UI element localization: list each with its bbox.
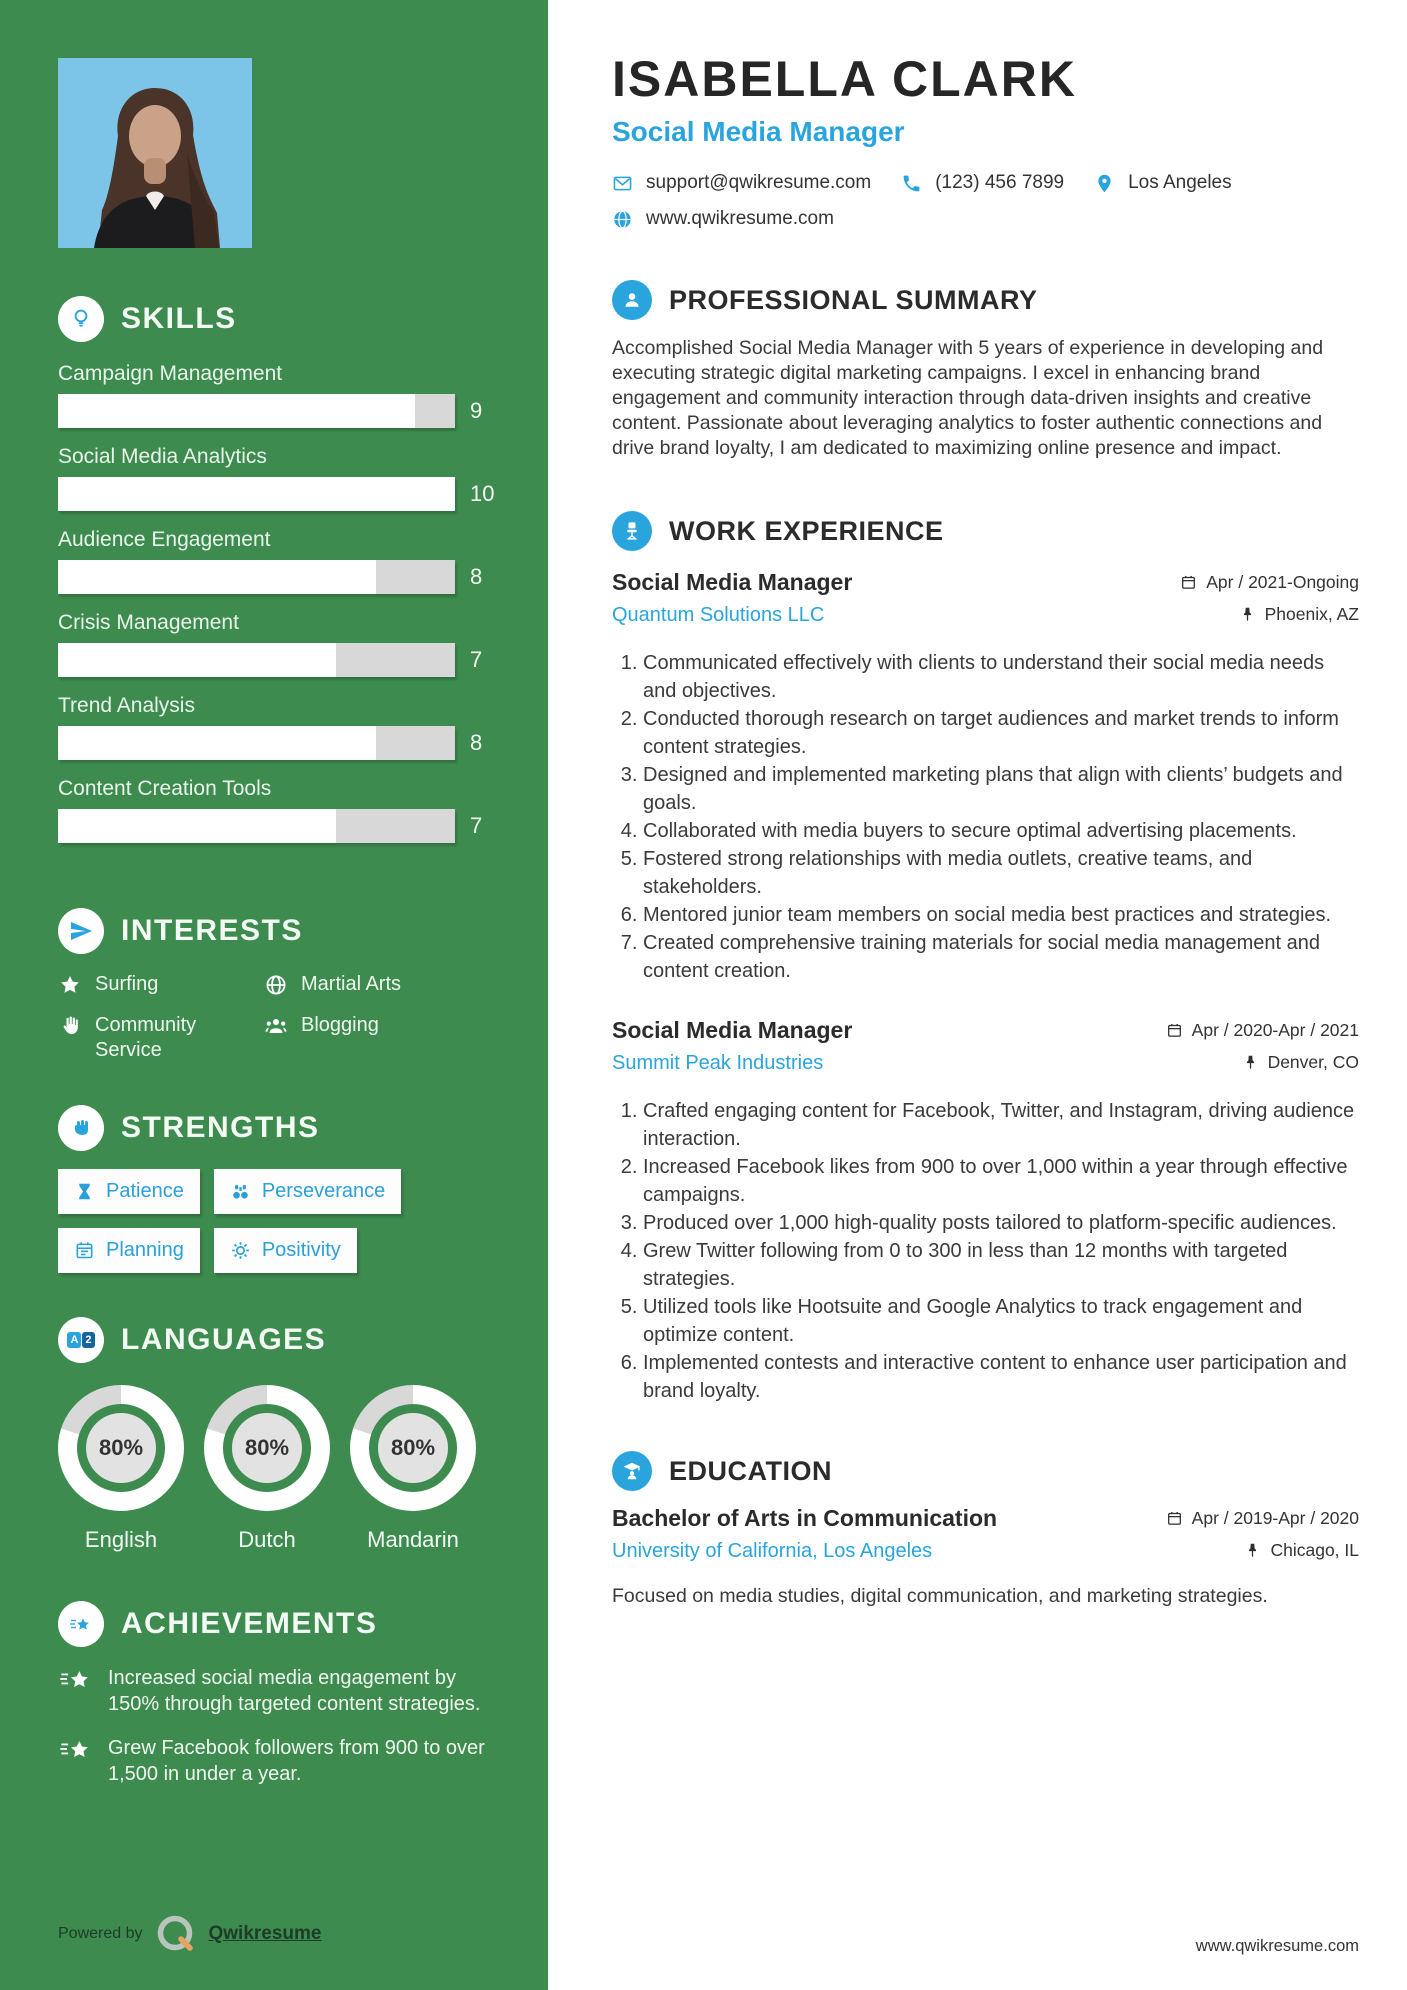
skills-header (58, 296, 502, 342)
paper-plane-icon (58, 908, 104, 954)
skill-bar-fill (58, 394, 415, 428)
achievements-header (58, 1601, 502, 1647)
bullet-item: 1. Communicated effectively with clients to understand their social media needs and objectives. (643, 649, 1359, 705)
skill-value: 9 (470, 398, 483, 423)
education-location: Chicago, IL (1166, 1540, 1359, 1561)
contact-row (612, 172, 1359, 194)
website-row (612, 208, 1359, 230)
language-label: Mandarin (367, 1527, 459, 1552)
qwikresume-logo-icon (154, 1912, 198, 1956)
language-donut (204, 1385, 330, 1511)
skill-item: Crisis Management 7 (58, 611, 502, 677)
section-title: SKILLS (121, 302, 237, 335)
section-title: ACHIEVEMENTS (121, 1607, 378, 1640)
powered-by: Powered by Qwikresume (58, 1912, 502, 1956)
job-bullet-list (612, 1097, 1359, 1405)
education-header (612, 1451, 1359, 1491)
footer-website: www.qwikresume.com (1195, 1937, 1359, 1955)
globe-icon (264, 973, 288, 997)
skills-list (58, 362, 502, 843)
section-title: INTERESTS (121, 914, 303, 947)
strengths-header (58, 1105, 502, 1151)
star-icon (58, 973, 82, 997)
bullet-item: 4. Grew Twitter following from 0 to 300 in less than 12 months with targeted strategies. (643, 1237, 1359, 1293)
school-link[interactable]: University of California, Los Angeles (612, 1540, 933, 1562)
interest-item: Community Service (58, 1013, 254, 1063)
section-title: WORK EXPERIENCE (669, 515, 944, 546)
bullet-item: 6. Implemented contests and interactive content to enhance user participation and brand loyalty. (643, 1349, 1359, 1405)
pushpin-icon (1242, 1054, 1259, 1071)
calendar-icon (74, 1240, 95, 1261)
lightbulb-icon (58, 296, 104, 342)
language-donut (350, 1385, 476, 1511)
strengths-section (58, 1105, 502, 1273)
sun-icon (230, 1240, 251, 1261)
summary-header (612, 280, 1359, 320)
main-content (548, 0, 1407, 1990)
interest-item: Martial Arts (264, 972, 502, 997)
skill-value: 8 (470, 730, 483, 755)
skill-bar-fill (58, 809, 336, 843)
education-description: Focused on media studies, digital communication, and marketing strategies. (612, 1585, 1268, 1607)
languages-section (58, 1317, 502, 1553)
sidebar (0, 0, 548, 1990)
phone-number: (123) 456 7899 (901, 172, 1064, 194)
calendar-icon (1166, 1510, 1183, 1527)
bullet-item: 5. Fostered strong relationships with media outlets, creative teams, and stakeholders. (643, 845, 1359, 901)
bullet-item: 7. Created comprehensive training materials for social media management and content creation. (643, 929, 1359, 985)
language-icon: A 2 (58, 1317, 104, 1363)
achievements-list (58, 1665, 502, 1787)
skill-bar (58, 394, 455, 428)
company-link[interactable]: Summit Peak Industries (612, 1052, 824, 1074)
bullet-item: 3. Produced over 1,000 high-quality posts tailored to platform-specific audiences. (643, 1209, 1359, 1237)
skill-item: Social Media Analytics 10 (58, 445, 502, 511)
skill-bar (58, 643, 455, 677)
language-percent: 80% (86, 1413, 156, 1483)
section-title: EDUCATION (669, 1455, 832, 1486)
interests-list (58, 972, 502, 1063)
skill-item: Campaign Management 9 (58, 362, 502, 428)
job-location: Denver, CO (1166, 1052, 1359, 1073)
job-bullet-list (612, 649, 1359, 985)
summary-text: Accomplished Social Media Manager with 5 years of experience in developing and executing strategic digital marketing campaigns. I excel in enhancing brand engagement and community interaction through data-driven insights and creative content. Passionate about leveraging analytics to foster authentic connections and drive brand loyalty, I am dedicated to maximizing online presence and impact. (612, 337, 1324, 459)
strengths-list (58, 1169, 502, 1273)
skill-value: 7 (470, 647, 483, 672)
achievements-section (58, 1601, 502, 1787)
fist-icon (58, 1105, 104, 1151)
skill-bar-fill (58, 560, 376, 594)
bullet-item: 5. Utilized tools like Hootsuite and Google Analytics to track engagement and optimize content. (643, 1293, 1359, 1349)
strength-chip: Planning (58, 1228, 200, 1273)
job-title: Social Media Manager (612, 1017, 853, 1043)
achievement-item: Increased social media engagement by 150% through targeted content strategies. (58, 1665, 502, 1717)
bullet-item: 1. Crafted engaging content for Facebook, Twitter, and Instagram, driving audience interaction. (643, 1097, 1359, 1153)
bullet-item: 2. Increased Facebook likes from 900 to over 1,000 within a year through effective campaigns. (643, 1153, 1359, 1209)
interest-item: Blogging (264, 1013, 502, 1063)
skill-value: 8 (470, 564, 483, 589)
person-title: Social Media Manager (612, 116, 905, 147)
globe-icon (612, 209, 633, 230)
bullet-item: 4. Collaborated with media buyers to secure optimal advertising placements. (643, 817, 1359, 845)
shooting-star-icon (58, 1736, 94, 1763)
skill-item: Content Creation Tools 7 (58, 777, 502, 843)
skill-value: 10 (470, 481, 495, 506)
languages-list (58, 1385, 502, 1553)
shooting-star-icon (58, 1601, 104, 1647)
skill-bar-fill (58, 726, 376, 760)
pin-icon (1094, 173, 1115, 194)
users-icon (264, 1014, 288, 1038)
person-name: ISABELLA CLARK (612, 51, 1078, 107)
hand-icon (58, 1014, 82, 1038)
languages-header (58, 1317, 502, 1363)
envelope-icon (612, 173, 633, 194)
shooting-star-icon (58, 1666, 94, 1693)
skill-bar (58, 477, 455, 511)
graduate-icon (612, 1451, 652, 1491)
education-dates: Apr / 2019-Apr / 2020 (1166, 1508, 1359, 1529)
skill-bar-fill (58, 643, 336, 677)
pushpin-icon (1239, 606, 1256, 623)
pushpin-icon (1244, 1542, 1261, 1559)
person-icon (612, 280, 652, 320)
strength-chip: Positivity (214, 1228, 357, 1273)
skill-item: Trend Analysis 8 (58, 694, 502, 760)
language-item (58, 1385, 184, 1553)
skill-bar (58, 809, 455, 843)
profile-photo (58, 58, 252, 248)
strength-chip: Perseverance (214, 1169, 401, 1214)
language-percent: 80% (232, 1413, 302, 1483)
skill-value: 7 (470, 813, 483, 838)
education-entry (612, 1505, 1359, 1572)
job-title: Social Media Manager (612, 569, 853, 595)
job-dates: Apr / 2021-Ongoing (1180, 572, 1359, 593)
bullet-item: 2. Conducted thorough research on target audiences and market trends to inform content strategies. (643, 705, 1359, 761)
location-text: Los Angeles (1094, 172, 1232, 194)
job-header (612, 569, 1359, 636)
skill-item: Audience Engagement 8 (58, 528, 502, 594)
interests-header (58, 908, 502, 954)
skill-bar (58, 560, 455, 594)
job-dates: Apr / 2020-Apr / 2021 (1166, 1020, 1359, 1041)
section-title: LANGUAGES (121, 1323, 327, 1356)
company-link[interactable]: Quantum Solutions LLC (612, 604, 825, 626)
language-percent: 80% (378, 1413, 448, 1483)
language-label: Dutch (238, 1527, 296, 1552)
achievement-item: Grew Facebook followers from 900 to over 1,500 in under a year. (58, 1735, 502, 1787)
bullet-item: 6. Mentored junior team members on social media best practices and strategies. (643, 901, 1359, 929)
calendar-icon (1166, 1022, 1183, 1039)
email-link[interactable]: support@qwikresume.com (612, 172, 871, 194)
skill-bar (58, 726, 455, 760)
binoculars-icon (230, 1181, 251, 1202)
degree-title: Bachelor of Arts in Communication (612, 1505, 998, 1531)
website-link[interactable]: www.qwikresume.com (612, 208, 834, 230)
experience-header (612, 511, 1359, 551)
language-label: English (84, 1527, 158, 1552)
phone-icon (901, 173, 922, 194)
skill-bar-fill (58, 477, 455, 511)
interests-section (58, 908, 502, 1063)
bullet-item: 3. Designed and implemented marketing plans that align with clients’ budgets and goals. (643, 761, 1359, 817)
strength-chip: Patience (58, 1169, 200, 1214)
section-title: STRENGTHS (121, 1111, 320, 1144)
language-item (350, 1385, 476, 1553)
language-donut (58, 1385, 184, 1511)
hourglass-icon (74, 1181, 95, 1202)
skills-section (58, 296, 502, 860)
section-title: PROFESSIONAL SUMMARY (669, 284, 1038, 315)
job-header (612, 1017, 1359, 1084)
language-item (204, 1385, 330, 1553)
interest-item: Surfing (58, 972, 254, 997)
office-chair-icon (612, 511, 652, 551)
job-location: Phoenix, AZ (1180, 604, 1359, 625)
qwikresume-link[interactable]: Qwikresume (208, 1923, 322, 1944)
calendar-icon (1180, 574, 1197, 591)
